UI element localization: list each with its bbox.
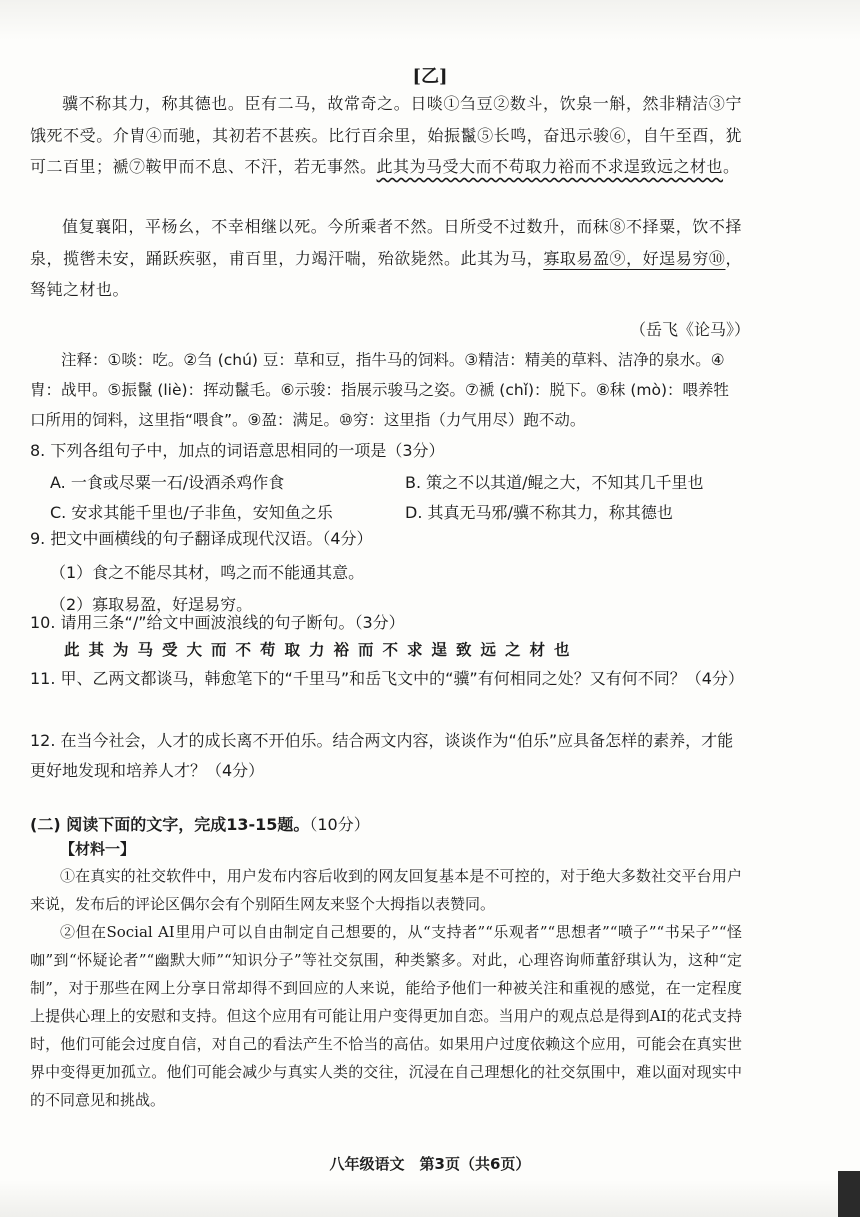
- question-9-item-1: （1）食之不能尽其材，鸣之而不能通其意。: [50, 563, 365, 582]
- question-12: 12. 在当今社会，人才的成长离不开伯乐。结合两文内容，谈谈作为“伯乐”应具备怎样的素养，才能更好地发现和培养人才？（4分）: [30, 731, 734, 780]
- passage-paragraph-1: [30, 88, 742, 183]
- section-2-title: (二) 阅读下面的文字，完成13-15题。: [30, 815, 310, 834]
- passage-text: ，驽钝之材也。: [30, 248, 742, 299]
- passage-text: 值复襄阳，平杨幺，不幸相继以死。今所乘者不然。日所受不过数升，而秣⑧不择粟，饮不择泉，揽辔未安，踊跃疾驱，甫百里，力竭汗喘，殆欲毙然。此其为马，: [30, 217, 742, 268]
- annotations: 注释：①啖：吃。②刍 (chú) 豆：草和豆，指牛马的饲料。③精洁：精美的草料、洁净的泉水。④胄：战甲。⑤振鬣 (liè)：挥动鬣毛。⑥示骏：指展示骏马之姿。⑦褫 (chǐ)：脱下。⑧秣 (mò)：喂养牲口所用的饲料，这里指“喂食”。⑨盈：满足。⑩穷：这里指（力气用尽）跑不动。: [30, 351, 730, 429]
- passage-source: （岳飞《论马》）: [629, 320, 750, 339]
- scan-edge-shadow: [838, 1171, 860, 1217]
- section-title-yi: [乙]: [412, 66, 448, 87]
- question-8-option-d: D. 其真无马邪/骥不称其力，称其德也: [405, 503, 673, 522]
- question-8-option-c: C. 安求其能千里也/子非鱼，安知鱼之乐: [50, 503, 333, 522]
- passage-paragraph-2: [30, 211, 742, 306]
- punctuation: 。: [723, 157, 740, 176]
- wavy-underlined-sentence: 此其为马受大而不苟取力裕而不求逞致远之材也: [376, 157, 724, 176]
- underlined-sentence: 寡取易盈⑨，好逞易穷⑩: [543, 248, 726, 268]
- question-9-item-2: （2）寡取易盈，好逞易穷。: [50, 595, 253, 614]
- question-9-stem: 9. 把文中画横线的句子翻译成现代汉语。（4分）: [30, 529, 373, 548]
- question-11: 11. 甲、乙两文都谈马，韩愈笔下的“千里马”和岳飞文中的“骥”有何相同之处？又有何不同？（4分）: [30, 669, 744, 688]
- question-8-option-a: A. 一食或尽粟一石/设酒杀鸡作食: [50, 473, 285, 492]
- passage-text: 骥不称其力，称其德也。臣有二马，故常奇之。日啖①刍豆②数斗，饮泉一斛，然非精洁③宁饿死不受。介胄④而驰，其初若不甚疾。比行百余里，始振鬣⑤长鸣，奋迅示骏⑥，自午至酉，犹可二百里；褫⑦鞍甲而不息、不汗，若无事然。: [30, 94, 742, 176]
- material-1-paragraph-2: ②但在Social AI里用户可以自由制定自己想要的，从“支持者”“乐观者”“思想者”“喷子”“书呆子”“怪咖”到“怀疑论者”“幽默大师”“知识分子”等社交氛围，种类繁多。对此，心理咨询师董舒琪认为，这种“定制”，对于那些在网上分享日常却得不到回应的人来说，能给予他们一种被关注和重视的感觉，在一定程度上提供心理上的安慰和支持。但这个应用有可能让用户变得更加自恋。当用户的观点总是得到AI的花式支持时，他们可能会过度自信，对自己的看法产生不恰当的高估。如果用户过度依赖这个应用，可能会在真实世界中变得更加孤立。他们可能会减少与真实人类的交往，沉浸在自己理想化的社交氛围中，难以面对现实中的不同意见和挑战。: [30, 923, 742, 1109]
- question-10-sentence: 此其为马受大而不苟取力裕而不求逞致远之材也: [64, 640, 579, 659]
- question-8-stem: 8. 下列各组句子中，加点的词语意思相同的一项是（3分）: [30, 441, 445, 460]
- page-footer: 八年级语文 第3页（共6页）: [329, 1155, 531, 1173]
- question-8-option-b: B. 策之不以其道/鲲之大，不知其几千里也: [405, 473, 704, 492]
- section-2-score: （10分）: [309, 815, 370, 834]
- section-2-heading: [30, 812, 370, 835]
- question-10-stem: 10. 请用三条“/”给文中画波浪线的句子断句。（3分）: [30, 613, 405, 632]
- material-1-paragraph-1: ①在真实的社交软件中，用户发布内容后收到的网友回复基本是不可控的，对于绝大多数社交平台用户来说，发布后的评论区偶尔会有个别陌生网友来竖个大拇指以表赞同。: [30, 867, 742, 913]
- material-1-heading: 【材料一】: [60, 840, 136, 858]
